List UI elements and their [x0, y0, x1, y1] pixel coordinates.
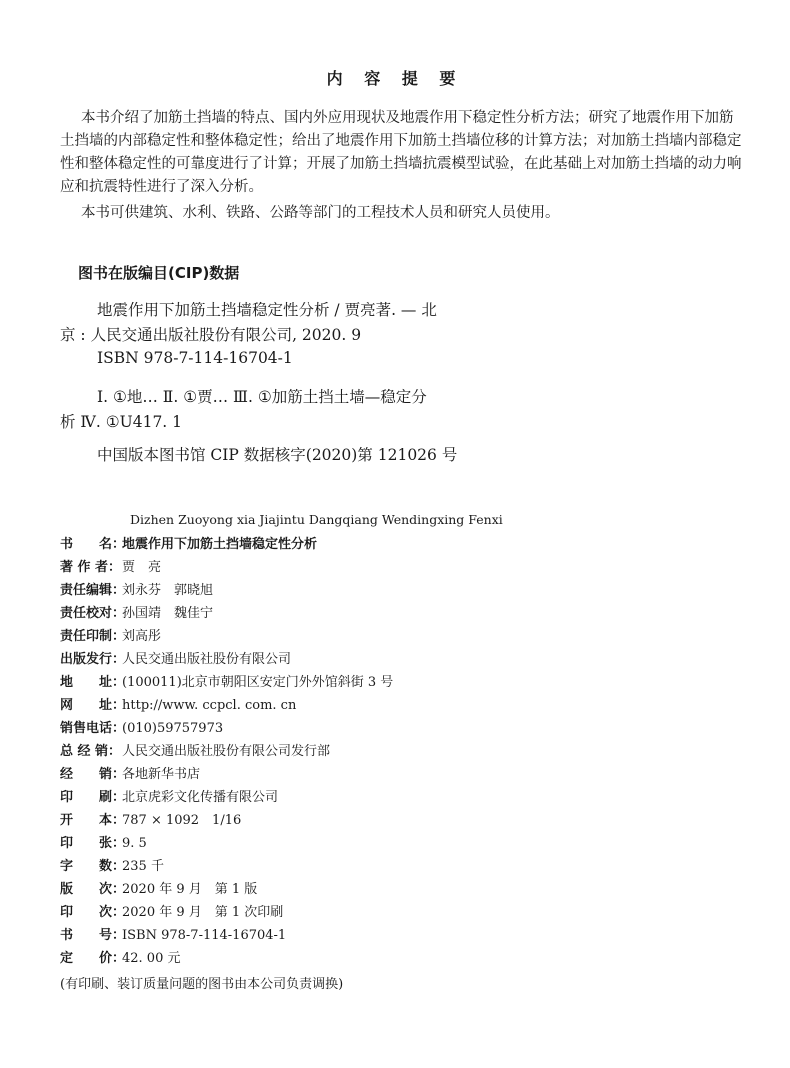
record-retailer: 经 销：各地新华书店	[60, 767, 201, 782]
cip-line-classification: Ⅰ. ①地… Ⅱ. ①贾… Ⅲ. ①加筋土挡土墙—稳定分	[97, 388, 427, 406]
summary-line-4: 应和抗震特性进行了深入分析。	[60, 179, 263, 195]
cip-line-classification-cont: 析 Ⅳ. ①U417. 1	[60, 413, 183, 431]
record-format: 开 本：787 × 1092 1/16	[60, 813, 242, 828]
record-impression: 印 次：2020 年 9 月 第 1 次印刷	[60, 905, 284, 920]
record-title: 书 名：地震作用下加筋土挡墙稳定性分析	[60, 537, 318, 552]
summary-line-3: 性和整体稳定性的可靠度进行了计算；开展了加筋土挡墙抗震模型试验，在此基础上对加筋土挡墙的动力响	[60, 156, 742, 172]
record-price: 定 价：42. 00 元	[60, 951, 181, 966]
record-proofreader: 责任校对：孙国靖 魏佳宁	[60, 606, 214, 621]
cip-heading: 图书在版编目(CIP)数据	[78, 264, 240, 282]
summary-line-2: 土挡墙的内部稳定性和整体稳定性；给出了地震作用下加筋土挡墙位移的计算方法；对加筋土挡墙内部稳定	[60, 133, 742, 149]
record-author: 著 作 者：贾 亮	[60, 560, 162, 575]
summary-line-1: 本书介绍了加筋土挡墙的特点、国内外应用现状及地震作用下稳定性分析方法；研究了地震作用下加筋	[81, 110, 734, 126]
record-website: 网 址：http://www. ccpcl. com. cn	[60, 698, 297, 713]
record-edition: 版 次：2020 年 9 月 第 1 版	[60, 882, 258, 897]
summary-usage-line: 本书可供建筑、水利、铁路、公路等部门的工程技术人员和研究人员使用。	[81, 205, 560, 221]
cip-line-1: 地震作用下加筋土挡墙稳定性分析 / 贾亮著. — 北	[97, 301, 437, 319]
summary-title: 内 容 提 要	[326, 69, 464, 88]
pinyin-title: Dizhen Zuoyong xia Jiajintu Dangqiang Wendingxing Fenxi	[130, 512, 503, 527]
record-word-count: 字 数：235 千	[60, 859, 164, 874]
record-sales-phone: 销售电话：(010)59757973	[60, 721, 224, 736]
cip-line-isbn: ISBN 978-7-114-16704-1	[97, 349, 293, 367]
record-publisher: 出版发行：人民交通出版社股份有限公司	[60, 652, 292, 667]
record-isbn: 书 号：ISBN 978-7-114-16704-1	[60, 928, 287, 943]
cip-line-verification: 中国版本图书馆 CIP 数据核字(2020)第 121026 号	[97, 446, 458, 464]
record-printer: 印 刷：北京虎彩文化传播有限公司	[60, 790, 279, 805]
record-editor: 责任编辑：刘永芬 郭晓旭	[60, 583, 214, 598]
cip-line-2: 京 : 人民交通出版社股份有限公司, 2020. 9	[60, 326, 362, 344]
footnote: (有印刷、装订质量问题的图书由本公司负责调换)	[60, 977, 344, 992]
record-address: 地 址：(100011)北京市朝阳区安定门外外馆斜街 3 号	[60, 675, 394, 690]
record-sheets: 印 张：9. 5	[60, 836, 147, 851]
record-print-manager: 责任印制：刘高彤	[60, 629, 162, 644]
record-distributor: 总 经 销：人民交通出版社股份有限公司发行部	[60, 744, 331, 759]
